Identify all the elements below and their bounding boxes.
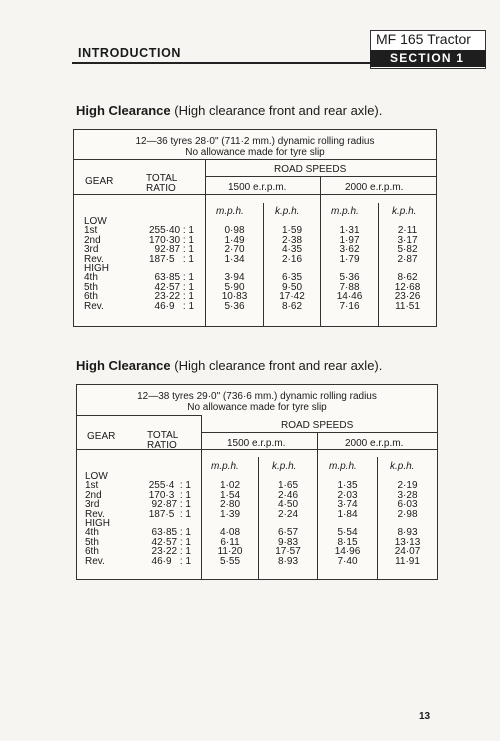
rpm-2000-label: 2000 e.r.p.m. — [345, 182, 404, 193]
mph-1500-column: 1·02 1·54 2·80 1·39 4·08 6·11 11·20 5·55 — [217, 480, 243, 567]
header-rule — [72, 62, 370, 64]
rpm-1500-label: 1500 e.r.p.m. — [228, 182, 287, 193]
ratio-header: TOTAL — [146, 173, 178, 184]
ratio-header: RATIO — [146, 183, 176, 194]
rpm-2000-label: 2000 e.r.p.m. — [345, 438, 404, 449]
divider — [74, 159, 436, 160]
mph-header: m.p.h. — [211, 461, 239, 472]
page-number: 13 — [419, 711, 431, 722]
heading-rest: (High clearance front and rear axle). — [170, 358, 383, 373]
mph-1500-column: 0·98 1·49 2·70 1·34 3·94 5·90 10·83 5·36 — [221, 225, 248, 312]
kph-1500-column: 1·59 2·38 4·35 2·16 6·35 9·50 17·42 8·62 — [279, 225, 305, 312]
kph-2000-column: 2·19 3·28 6·03 2·98 8·93 13·13 24·07 11·91 — [394, 480, 421, 567]
mph-header: m.p.h. — [331, 206, 359, 217]
speed-table — [76, 384, 438, 580]
road-speeds-label: ROAD SPEEDS — [281, 420, 354, 431]
kph-2000-column: 2·11 3·17 5·82 2·87 8·62 12·68 23·26 11·51 — [394, 225, 421, 312]
table-heading — [76, 358, 382, 373]
kph-header: k.p.h. — [392, 206, 417, 217]
divider — [201, 432, 437, 433]
speed-table — [73, 129, 437, 327]
kph-1500-column: 1·65 2·46 4·50 2·24 6·57 9·83 17·57 8·93 — [275, 480, 301, 567]
section-title: INTRODUCTION — [78, 46, 182, 60]
table-caption-note: No allowance made for tyre slip — [185, 147, 325, 158]
divider — [77, 449, 437, 450]
mph-2000-column: 1·31 1·97 3·62 1·79 5·36 7·88 14·46 7·16 — [336, 225, 363, 312]
table-heading — [76, 103, 382, 118]
rpm-1500-label: 1500 e.r.p.m. — [227, 438, 286, 449]
kph-header: k.p.h. — [272, 461, 297, 472]
mph-2000-column: 1·35 2·03 3·74 1·84 5·54 8·15 14·96 7·40 — [334, 480, 361, 567]
brand-label: MF 165 Tractor — [376, 31, 471, 47]
table-caption-note: No allowance made for tyre slip — [187, 402, 327, 413]
heading-rest: (High clearance front and rear axle). — [170, 103, 383, 118]
gear-header: GEAR — [87, 431, 116, 442]
ratio-column: 255·4 : 1 170·3 : 1 92·87 : 1 187·5 : 1 63·85 : 1 42·57 : 1 23·22 : 1 46·9 : 1 — [148, 480, 191, 567]
section-label: SECTION 1 — [370, 50, 486, 67]
heading-bold: High Clearance — [76, 358, 171, 373]
mph-header: m.p.h. — [216, 206, 244, 217]
ratio-header: RATIO — [147, 440, 177, 451]
table-caption: 12—36 tyres 28·0" (711·2 mm.) dynamic rolling radius — [135, 136, 375, 147]
table-caption: 12—38 tyres 29·0" (736·6 mm.) dynamic rolling radius — [137, 391, 377, 402]
gear-column: LOW 1st 2nd 3rd Rev. HIGH 4th 5th 6th Rev. — [84, 216, 109, 312]
mph-header: m.p.h. — [329, 461, 357, 472]
divider — [74, 194, 436, 195]
road-speeds-label: ROAD SPEEDS — [274, 164, 347, 175]
heading-bold: High Clearance — [76, 103, 171, 118]
divider — [77, 415, 201, 416]
kph-header: k.p.h. — [390, 461, 415, 472]
gear-column: LOW 1st 2nd 3rd Rev. HIGH 4th 5th 6th Rev. — [85, 471, 110, 567]
gear-header: GEAR — [85, 176, 114, 187]
kph-header: k.p.h. — [275, 206, 300, 217]
ratio-header: TOTAL — [147, 430, 179, 441]
ratio-column: 255·40 : 1 170·30 : 1 92·87 : 1 187·5 : 1 63·85 : 1 42·57 : 1 23·22 : 1 46·9 : 1 — [148, 225, 194, 312]
